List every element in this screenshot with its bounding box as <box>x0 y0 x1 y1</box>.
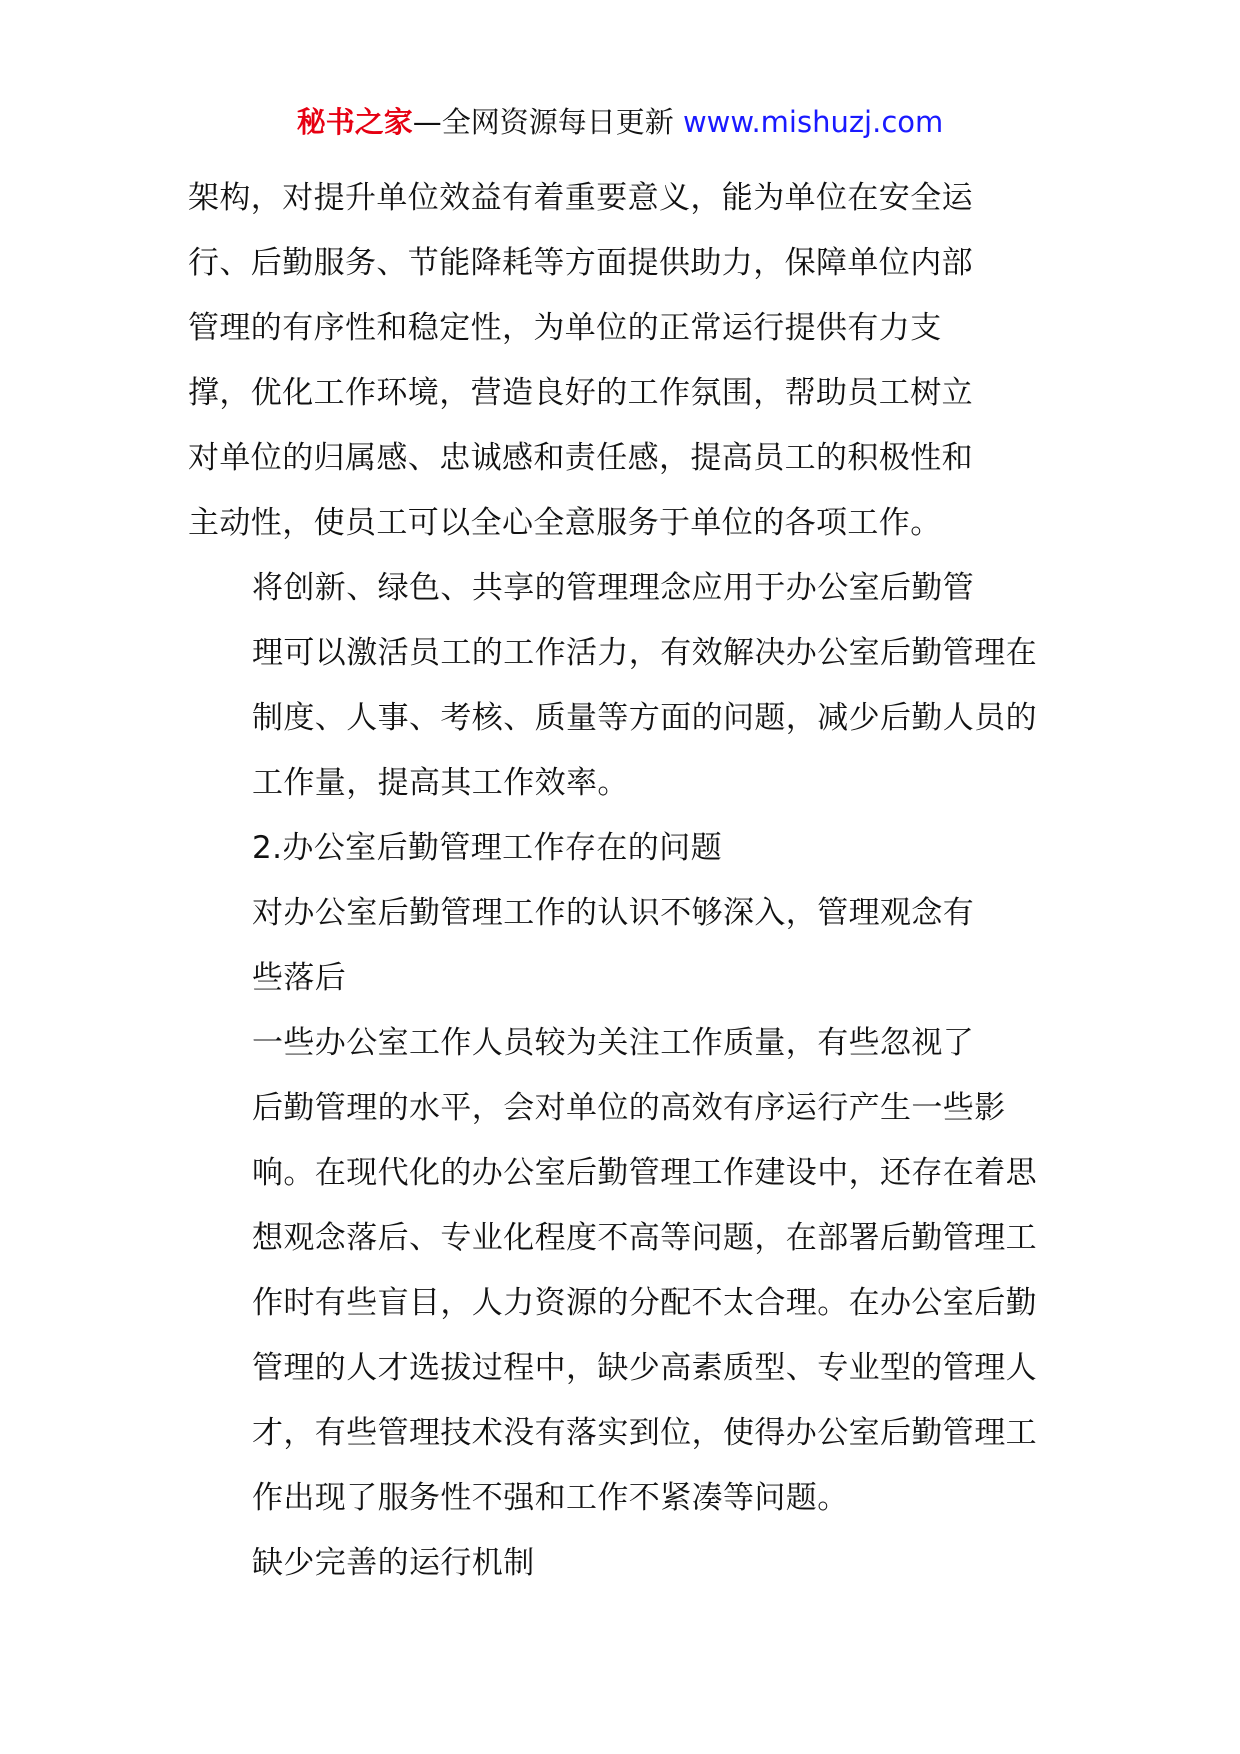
text-line: 对单位的归属感、忠诚感和责任感，提高员工的积极性和 <box>188 440 973 476</box>
website-link[interactable]: www.mishuzj.com <box>682 105 944 139</box>
text-line: 作时有些盲目，人力资源的分配不太合理。在办公室后勤 <box>252 1285 1037 1321</box>
document-body <box>188 166 1060 1596</box>
text-line: 对办公室后勤管理工作的认识不够深入，管理观念有 <box>252 895 975 931</box>
text-line: 将创新、绿色、共享的管理理念应用于办公室后勤管 <box>252 570 975 606</box>
header-slogan: —全网资源每日更新 <box>412 105 683 139</box>
paragraph <box>188 556 1060 816</box>
paragraph <box>188 1011 1060 1531</box>
text-line: 响。在现代化的办公室后勤管理工作建设中，还存在着思 <box>252 1155 1037 1191</box>
text-line: 些落后 <box>252 960 347 996</box>
text-line: 一些办公室工作人员较为关注工作质量，有些忽视了 <box>252 1025 975 1061</box>
text-line: 管理的有序性和稳定性，为单位的正常运行提供有力支 <box>188 310 942 346</box>
text-line: 架构，对提升单位效益有着重要意义，能为单位在安全运 <box>188 180 973 216</box>
text-line: 主动性，使员工可以全心全意服务于单位的各项工作。 <box>188 505 942 541</box>
text-line: 行、后勤服务、节能降耗等方面提供助力，保障单位内部 <box>188 245 973 281</box>
text-line: 后勤管理的水平，会对单位的高效有序运行产生一些影 <box>252 1090 1006 1126</box>
brand-name: 秘书之家 <box>296 105 413 139</box>
text-line: 管理的人才选拔过程中，缺少高素质型、专业型的管理人 <box>252 1350 1037 1386</box>
text-line: 理可以激活员工的工作活力，有效解决办公室后勤管理在 <box>252 635 1037 671</box>
page-header <box>0 102 1240 142</box>
text-line: 工作量，提高其工作效率。 <box>252 765 629 801</box>
text-line: 缺少完善的运行机制 <box>252 1545 535 1581</box>
text-line: 作出现了服务性不强和工作不紧凑等问题。 <box>252 1480 849 1516</box>
text-line: 制度、人事、考核、质量等方面的问题，减少后勤人员的 <box>252 700 1037 736</box>
text-line: 2.办公室后勤管理工作存在的问题 <box>252 830 722 866</box>
text-line: 撑，优化工作环境，营造良好的工作氛围，帮助员工树立 <box>188 375 973 411</box>
paragraph <box>188 816 1060 881</box>
paragraph <box>188 1531 1060 1596</box>
text-line: 才，有些管理技术没有落实到位，使得办公室后勤管理工 <box>252 1415 1037 1451</box>
paragraph <box>188 166 1060 556</box>
paragraph <box>188 881 1060 1011</box>
text-line: 想观念落后、专业化程度不高等问题，在部署后勤管理工 <box>252 1220 1037 1256</box>
